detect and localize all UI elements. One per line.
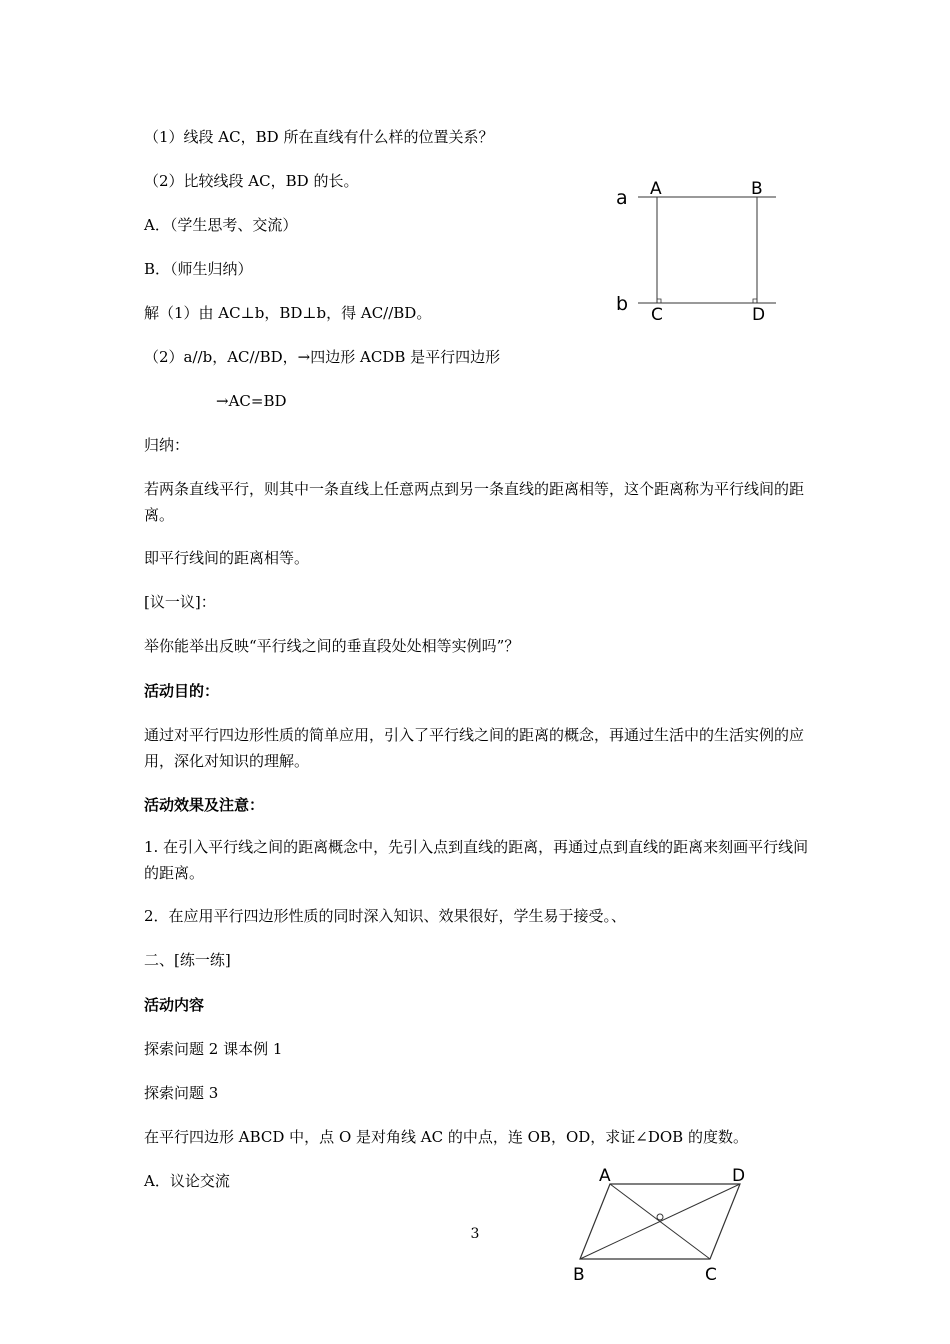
parallelogram-figure [565, 1160, 765, 1290]
summary-label: 归纳： [144, 436, 190, 454]
line-q1: （1）线段 AC，BD 所在直线有什么样的位置关系？ [144, 128, 494, 146]
purpose-text: 通过对平行四边形性质的简单应用，引入了平行线之间的距离的概念，再通过生活中的生活实例的应用，深化对知识的理解。 [144, 726, 805, 770]
label-B: B [751, 179, 763, 199]
diagonal-bd [580, 1184, 740, 1259]
label-B-2: B [573, 1265, 585, 1285]
label-D-2: D [732, 1166, 746, 1186]
effect-1: 1. 在引入平行线之间的距离概念中，先引入点到直线的距离，再通过点到直线的距离来刻画平行线间的距离。 [144, 838, 809, 882]
line-sol3: →AC=BD [216, 392, 287, 410]
discuss-label: [议一议]： [144, 593, 216, 611]
summary-short: 即平行线间的距离相等。 [144, 549, 310, 567]
label-C: C [651, 305, 663, 325]
label-b: b [616, 293, 629, 315]
label-D: D [752, 305, 766, 325]
label-a: a [616, 187, 628, 209]
label-C-2: C [705, 1265, 717, 1285]
label-A: A [650, 179, 662, 199]
line-step-b: B．（师生归纳） [144, 260, 253, 278]
right-angle-d [753, 299, 757, 303]
line-sol2: （2）a//b，AC//BD，→四边形 ACDB 是平行四边形 [144, 348, 501, 366]
problem-3: 在平行四边形 ABCD 中，点 O 是对角线 AC 的中点，连 OB，OD，求证∠DOB 的度数。 [144, 1128, 748, 1146]
explore-2: 探索问题 2 课本例 1 [144, 1040, 283, 1058]
explore-3: 探索问题 3 [144, 1084, 219, 1102]
effect-2: 2．在应用平行四边形性质的同时深入知识、效果很好，学生易于接受。、 [144, 907, 627, 925]
point-o [657, 1214, 663, 1220]
line-sol1: 解（1）由 AC⊥b，BD⊥b，得 AC//BD。 [144, 304, 432, 322]
label-A-2: A [599, 1166, 611, 1186]
line-q2: （2）比较线段 AC，BD 的长。 [144, 172, 359, 190]
summary-text: 若两条直线平行，则其中一条直线上任意两点到另一条直线的距离相等，这个距离称为平行线间的距离。 [144, 480, 805, 524]
discuss-text: 举你能举出反映“平行线之间的垂直段处处相等实例吗”？ [144, 637, 520, 655]
effect-heading: 活动效果及注意： [144, 796, 265, 814]
purpose-heading: 活动目的： [144, 682, 220, 700]
section-2-heading: 二、[练一练] [144, 951, 231, 969]
content-heading: 活动内容 [144, 996, 205, 1014]
page-number: 3 [470, 1226, 480, 1242]
right-angle-c [657, 299, 661, 303]
parallel-lines-figure [600, 170, 790, 330]
discuss-a: A．议论交流 [144, 1172, 230, 1190]
line-step-a: A．（学生思考、交流） [144, 216, 298, 234]
